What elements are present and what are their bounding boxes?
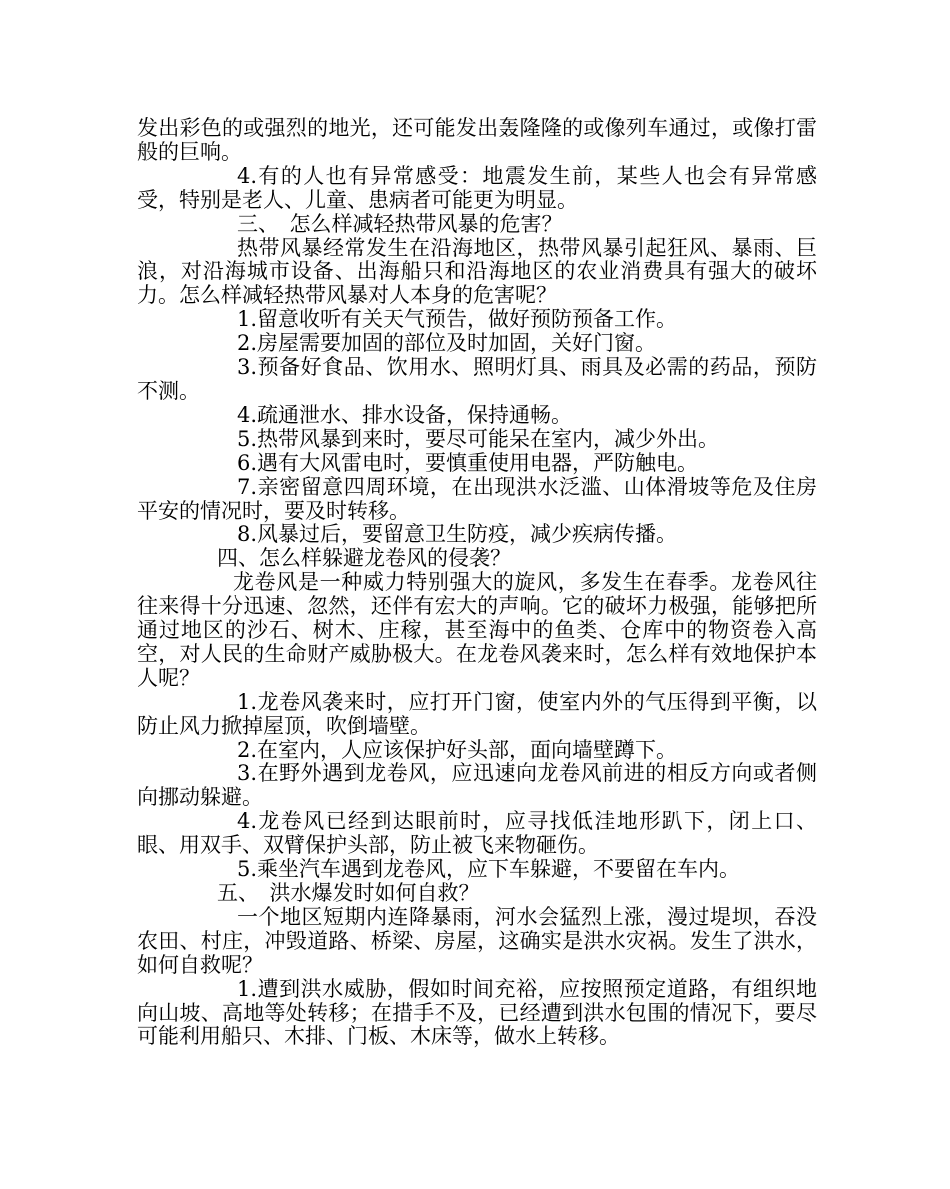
section-heading-tornado: 四、怎么样躲避龙卷风的侵袭？ — [217, 546, 511, 571]
list-item-tornado-1: 1.龙卷风袭来时，应打开门窗，使室内外的气压得到平衡，以防止风力掀掉屋顶，吹倒墙壁。 — [137, 689, 817, 738]
list-item-storm-3: 3.预备好食品、饮用水、照明灯具、雨具及必需的药品，预防不测。 — [137, 355, 817, 403]
list-item-storm-7: 7.亲密留意四周环境，在出现洪水泛滥、山体滑坡等危及住房平安的情况时，要及时转移。 — [137, 474, 817, 523]
list-item-flood-1: 1.遭到洪水威胁，假如时间充裕，应按照预定道路，有组织地向山坡、高地等处转移；在措手不及，已经遭到洪水包围的情况下，要尽可能利用船只、木排、门板、木床等，做水上转移。 — [137, 976, 817, 1049]
section-heading-flood: 五、 洪水爆发时如何自救？ — [217, 881, 480, 905]
list-item-tornado-5: 5.乘坐汽车遇到龙卷风，应下车躲避，不要留在车内。 — [237, 857, 741, 882]
paragraph-tropical-storm-intro: 热带风暴经常发生在沿海地区，热带风暴引起狂风、暴雨、巨浪，对沿海城市设备、出海船只和沿海地区的农业消费具有强大的破坏力。怎么样减轻热带风暴对人本身的危害呢？ — [137, 235, 817, 308]
list-item-tornado-3: 3.在野外遇到龙卷风，应迅速向龙卷风前进的相反方向或者侧向挪动躲避。 — [137, 761, 817, 810]
list-item-tornado-2: 2.在室内，人应该保护好头部，面向墙壁蹲下。 — [237, 737, 678, 762]
list-item-storm-4: 4.疏通泄水、排水设备，保持通畅。 — [237, 402, 573, 427]
list-item-tornado-4: 4.龙卷风已经到达眼前时，应寻找低洼地形趴下，闭上口、眼、用双手、双臂保护头部，防止被飞来物砸伤。 — [137, 809, 817, 858]
list-item-storm-8: 8.风暴过后，要留意卫生防疫，减少疾病传播。 — [237, 522, 678, 547]
paragraph-tornado-intro: 龙卷风是一种威力特别强大的旋风，多发生在春季。龙卷风往往来得十分迅速、忽然，还伴有宏大的声响。它的破坏力极强，能够把所通过地区的沙石、树木、庄稼，甚至海中的鱼类、仓库中的物资卷入高空，对人民的生命财产威胁极大。在龙卷风袭来时，怎么样有效地保护本人呢？ — [137, 570, 817, 690]
list-item-storm-5: 5.热带风暴到来时，要尽可能呆在室内，减少外出。 — [237, 426, 720, 451]
section-heading-tropical-storm: 三、 怎么样减轻热带风暴的危害？ — [237, 211, 563, 236]
list-item-storm-6: 6.遇有大风雷电时，要慎重使用电器，严防触电。 — [237, 450, 699, 475]
list-item-storm-2: 2.房屋需要加固的部位及时加固，关好门窗。 — [237, 331, 657, 356]
document-page — [137, 117, 817, 1049]
paragraph-abnormal-feeling: 4.有的人也有异常感受：地震发生前，某些人也会有异常感受，特别是老人、儿童、患病者可能更为明显。 — [137, 163, 817, 212]
paragraph-flood-intro: 一个地区短期内连降暴雨，河水会猛烈上涨，漫过堤坝，吞没农田、村庄，冲毁道路、桥梁、房屋，这确实是洪水灾祸。发生了洪水，如何自救呢？ — [137, 904, 817, 977]
paragraph-earthquake-sound: 发出彩色的或强烈的地光，还可能发出轰隆隆的或像列车通过，或像打雷般的巨响。 — [137, 116, 817, 164]
list-item-storm-1: 1.留意收听有关天气预告，做好预防预备工作。 — [237, 307, 678, 332]
